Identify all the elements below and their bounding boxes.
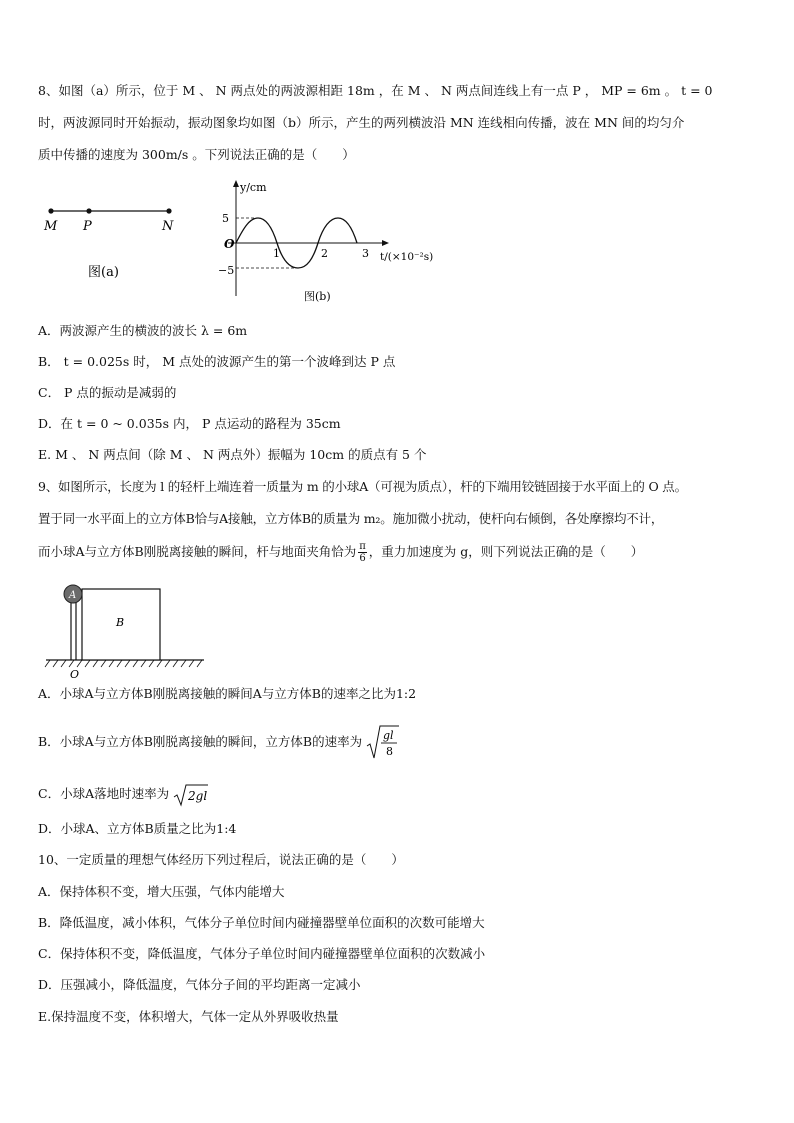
figure-b-wave-graph bbox=[212, 178, 452, 308]
x-axis-label: t/(×10⁻²s) bbox=[380, 251, 434, 263]
q9-stem-line-3 bbox=[38, 537, 643, 567]
q10-option-c: C．保持体积不变，降低温度，气体分子单位时间内碰撞器壁单位面积的次数减小 bbox=[38, 946, 486, 961]
q10-option-b: B．降低温度，减小体积，气体分子单位时间内碰撞器壁单位面积的次数可能增大 bbox=[38, 915, 485, 930]
q10-option-a: A．保持体积不变，增大压强，气体内能增大 bbox=[38, 884, 285, 899]
q8-stem-line-3: 质中传播的速度为 300m/s 。下列说法正确的是（ ） bbox=[38, 147, 355, 162]
y-tick-pos: 5 bbox=[222, 212, 229, 225]
q8-option-a: A．两波源产生的横波的波长 λ = 6m bbox=[38, 323, 248, 338]
angle-fraction-denominator: 6 bbox=[359, 553, 366, 564]
point-m-label: M bbox=[44, 219, 58, 234]
y-axis-label: y/cm bbox=[240, 181, 267, 194]
figure-a bbox=[36, 186, 196, 286]
sqrt-denominator: 8 bbox=[386, 744, 394, 758]
figure-a-caption: 图(a) bbox=[88, 265, 119, 280]
point-n-label: N bbox=[162, 219, 174, 234]
ball-label: A bbox=[69, 590, 77, 601]
q9-option-c-text: C．小球A落地时速率为 bbox=[38, 786, 170, 801]
q9-stem-line-2: 置于同一水平面上的立方体B恰与A接触，立方体B的质量为 m₂。施加微小扰动，使杆向右倾倒，各处摩擦均不计， bbox=[38, 511, 664, 526]
q10-stem: 10、一定质量的理想气体经历下列过程后，说法正确的是（ ） bbox=[38, 852, 404, 867]
angle-fraction bbox=[358, 541, 367, 564]
q9-option-b-text: B．小球A与立方体B刚脱离接触的瞬间，立方体B的速率为 bbox=[38, 734, 363, 749]
q9-stem-line-3-pre: 而小球A与立方体B刚脱离接触的瞬间，杆与地面夹角恰为 bbox=[38, 544, 357, 559]
q9-stem-line-1: 9、如图所示，长度为 l 的轻杆上端连着一质量为 m 的小球A（可视为质点），杆的下端用铰链固接于水平面上的 O 点。 bbox=[38, 479, 687, 494]
x-tick-3: 3 bbox=[362, 247, 369, 260]
angle-fraction-numerator: π bbox=[359, 541, 366, 552]
figure-rod-ball-block bbox=[40, 582, 210, 682]
figure-b-caption: 图(b) bbox=[304, 290, 331, 303]
sqrt-radicand: 2gl bbox=[188, 788, 208, 803]
block-label: B bbox=[116, 616, 125, 629]
origin-label: O bbox=[224, 237, 235, 251]
q9-option-a: A．小球A与立方体B刚脱离接触的瞬间A与立方体B的速率之比为1:2 bbox=[38, 686, 417, 701]
q8-option-e: E. M 、 N 两点间（除 M 、 N 两点外）振幅为 10cm 的质点有 5 个 bbox=[38, 447, 427, 462]
sqrt-gl-over-8 bbox=[366, 724, 400, 762]
sqrt-numerator: gl bbox=[383, 728, 394, 742]
q8-stem-line-2: 时，两波源同时开始振动，振动图象均如图（b）所示，产生的两列横波沿 MN 连线相向传播，波在 MN 间的均匀介 bbox=[38, 115, 685, 130]
x-tick-1: 1 bbox=[273, 247, 280, 260]
q8-option-b: B． t = 0.025s 时， M 点处的波源产生的第一个波峰到达 P 点 bbox=[38, 354, 396, 369]
sqrt-2gl bbox=[173, 783, 209, 807]
x-tick-2: 2 bbox=[321, 247, 328, 260]
pivot-label: O bbox=[70, 668, 80, 681]
q8-option-c: C． P 点的振动是减弱的 bbox=[38, 385, 177, 400]
y-tick-neg: −5 bbox=[218, 264, 235, 277]
q9-option-b bbox=[38, 722, 400, 762]
q10-option-d: D．压强减小，降低温度，气体分子间的平均距离一定减小 bbox=[38, 977, 361, 992]
q9-stem-line-3-post: ，重力加速度为 g，则下列说法正确的是（ ） bbox=[368, 544, 644, 559]
q9-option-c bbox=[38, 781, 209, 807]
q8-option-d: D．在 t = 0 ~ 0.035s 内， P 点运动的路程为 35cm bbox=[38, 416, 341, 431]
q9-option-d: D．小球A、立方体B质量之比为1:4 bbox=[38, 821, 237, 836]
point-p-label: P bbox=[83, 219, 92, 234]
q10-option-e: E.保持温度不变，体积增大，气体一定从外界吸收热量 bbox=[38, 1009, 339, 1024]
q8-stem-line-1: 8、如图（a）所示，位于 M 、 N 两点处的两波源相距 18m ，在 M 、 N 两点间连线上有一点 P ， MP = 6m 。 t = 0 bbox=[38, 83, 713, 98]
